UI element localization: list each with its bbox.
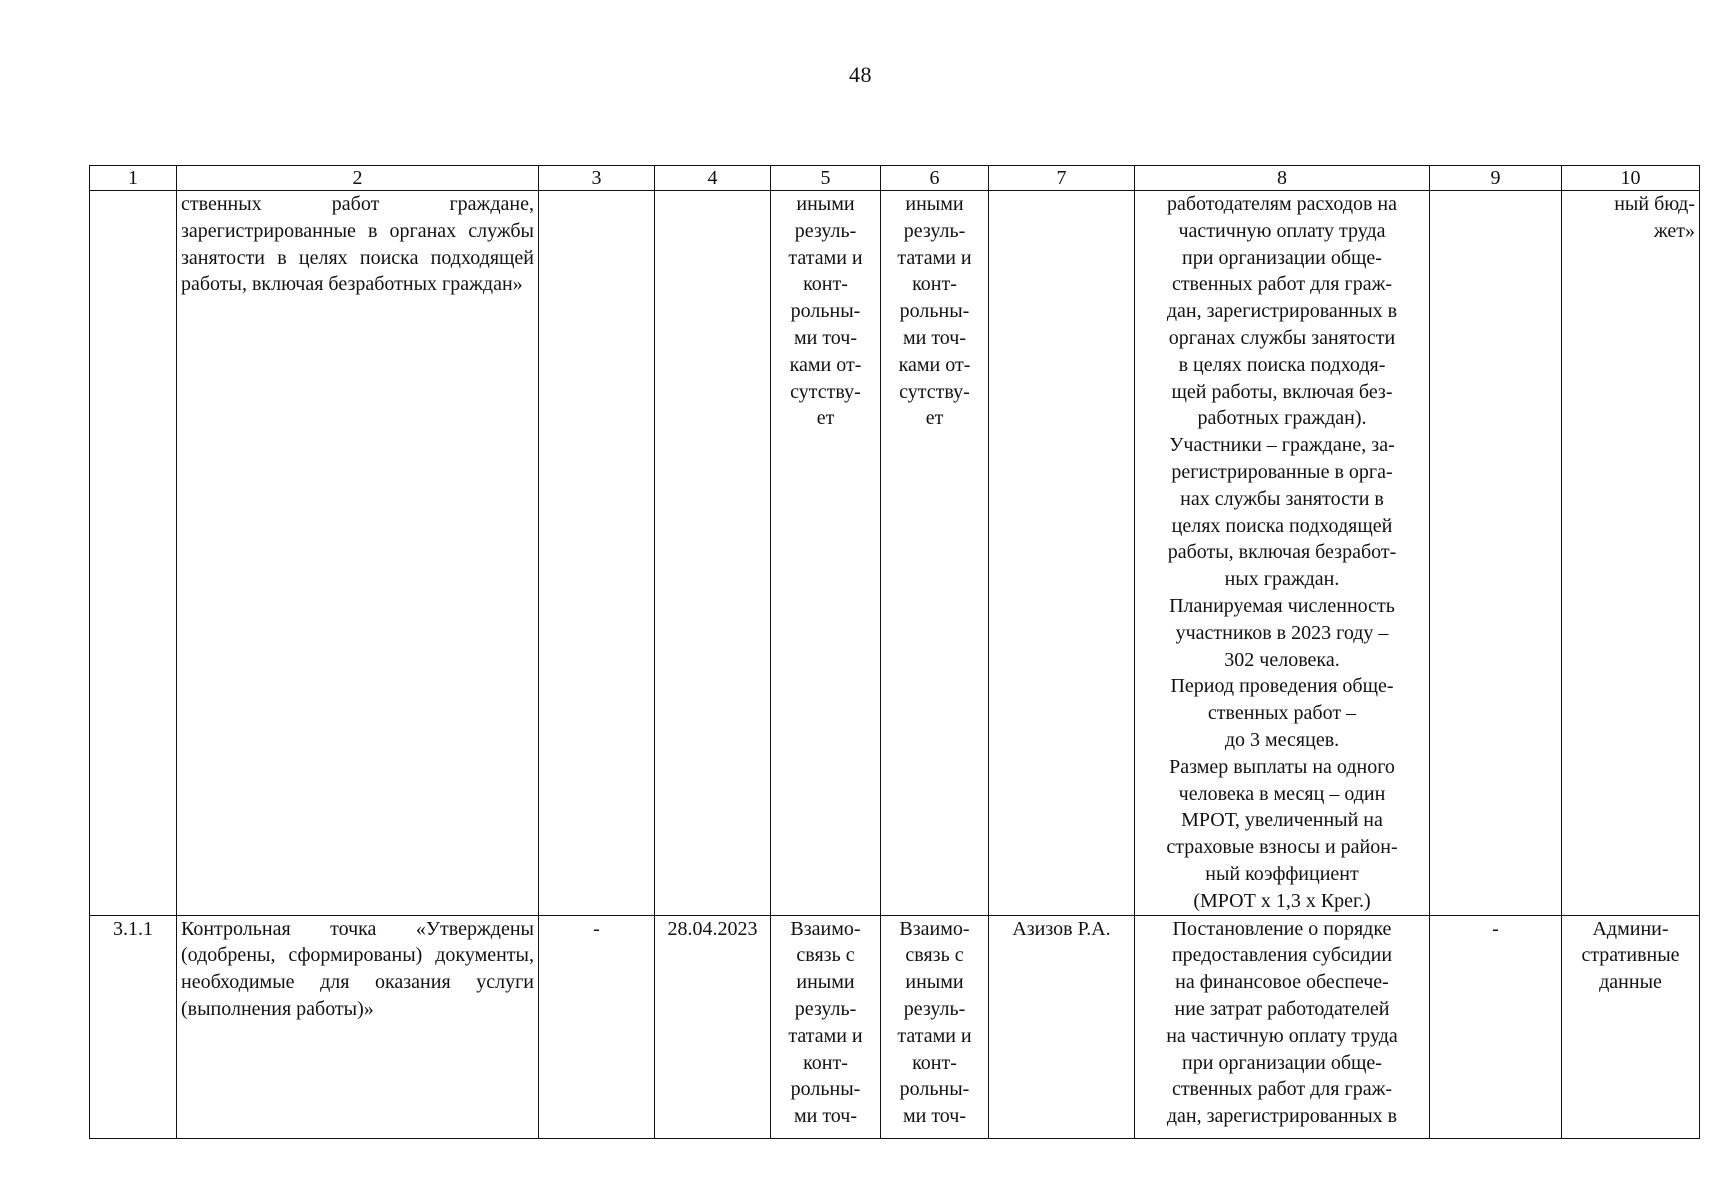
table-row <box>90 191 1700 916</box>
plan-table <box>89 165 1700 1139</box>
column-number: 6 <box>881 166 989 191</box>
details-cell: Постановление о порядке предоставления субсидии на финансовое обеспече- ние затрат работодателей на частичную оплату труда при организации обще- ственных работ для граж- дан, зарегистрированных в <box>1135 915 1430 1138</box>
source-cell: Админи- стративные данные <box>1562 915 1700 1138</box>
responsible-cell <box>989 191 1135 916</box>
column-number: 3 <box>539 166 655 191</box>
column-number-row <box>90 166 1700 191</box>
row-number-cell: 3.1.1 <box>90 915 177 1138</box>
table-row <box>90 915 1700 1138</box>
column-number: 1 <box>90 166 177 191</box>
cell-col4 <box>655 191 771 916</box>
column-number: 7 <box>989 166 1135 191</box>
relation-cell: иными резуль- татами и конт- рольны- ми точ- ками от- сутству- ет <box>771 191 881 916</box>
responsible-cell: Азизов Р.А. <box>989 915 1135 1138</box>
column-number: 10 <box>1562 166 1700 191</box>
relation-cell: иными резуль- татами и конт- рольны- ми точ- ками от- сутству- ет <box>881 191 989 916</box>
description-cell: ственных работ граждане, зарегистрированные в органах службы занятости в целях поиска подходящей работы, включая безработных граждан» <box>177 191 539 916</box>
date-cell: 28.04.2023 <box>655 915 771 1138</box>
details-cell: работодателям расходов на частичную оплату труда при организации обще- ственных работ для граж- дан, зарегистрированных в органах службы занятости в целях поиска подходя- щей работы, включая без- работных граждан). Участники – граждане, за- регистрированные в орга- нах службы занятости в целях поиска подходящей работы, включая безработ- ных граждан. Планируемая численность участников в 2023 году – 302 человека. Период проведения обще- ственных работ – до 3 месяцев. Размер выплаты на одного человека в месяц – один МРОТ, увеличенный на страховые взносы и район- ный коэффициент (МРОТ х 1,3 х Крег.) <box>1135 191 1430 916</box>
source-cell: ный бюд- жет» <box>1562 191 1700 916</box>
description-cell: Контрольная точка «Утверждены (одобрены, сформированы) документы, необходимые для оказания услуги (выполнения работы)» <box>177 915 539 1138</box>
cell-col3 <box>539 191 655 916</box>
relation-cell: Взаимо- связь с иными резуль- татами и конт- рольны- ми точ- <box>881 915 989 1138</box>
column-number: 5 <box>771 166 881 191</box>
row-number-cell <box>90 191 177 916</box>
column-number: 9 <box>1430 166 1562 191</box>
relation-cell: Взаимо- связь с иными резуль- татами и конт- рольны- ми точ- <box>771 915 881 1138</box>
column-number: 4 <box>655 166 771 191</box>
cell-col9 <box>1430 191 1562 916</box>
column-number: 8 <box>1135 166 1430 191</box>
column-number: 2 <box>177 166 539 191</box>
cell-col3: - <box>539 915 655 1138</box>
cell-col9: - <box>1430 915 1562 1138</box>
page-number: 48 <box>849 62 872 87</box>
